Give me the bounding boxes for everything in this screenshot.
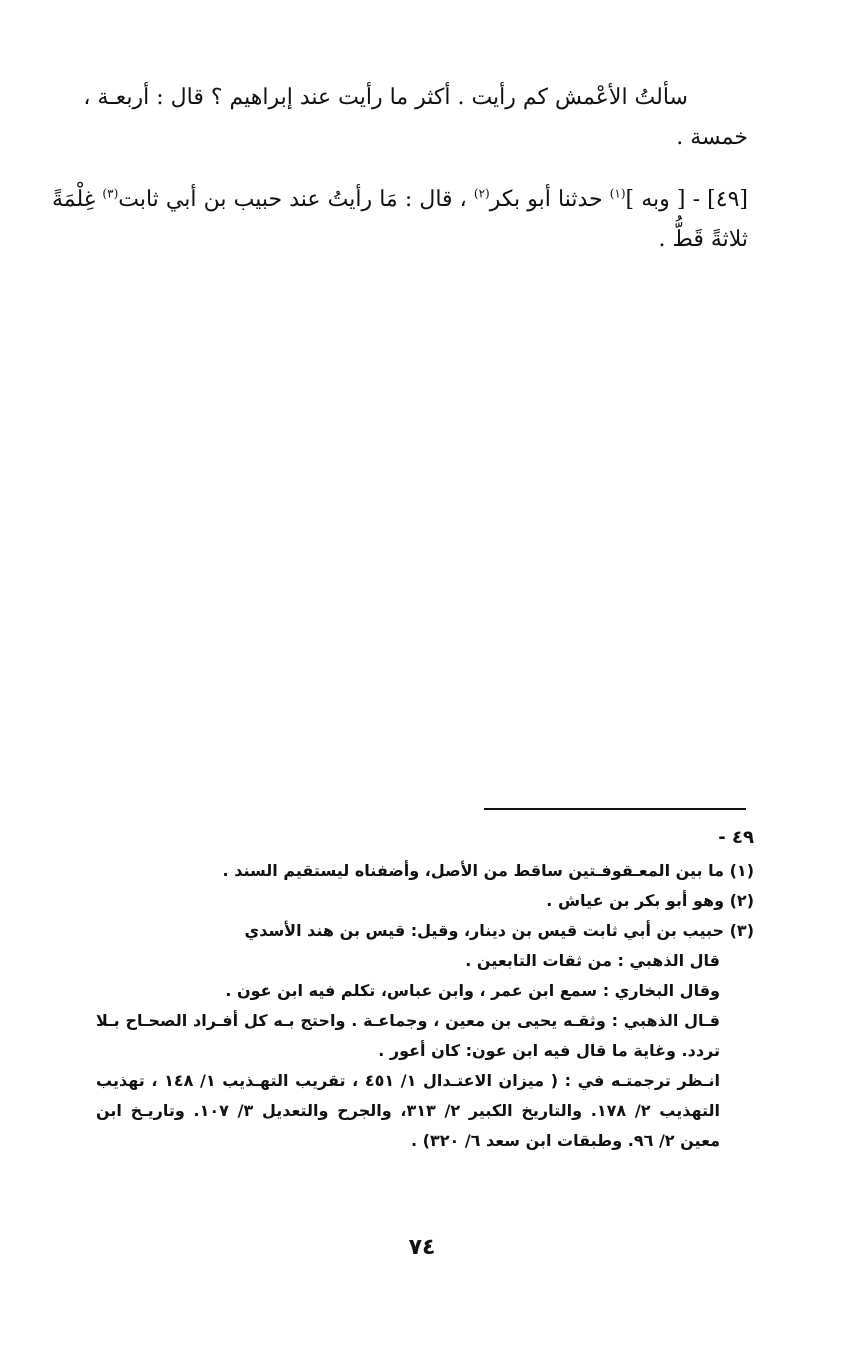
paragraph-1-line-2: خمسة . [676, 125, 748, 150]
footnote-3-line-5: انـظر ترجمتـه في : ( ميزان الاعتـدال ١/ ٤٥١ ، تقريب التهـذيب ١/ ١٤٨ ، تهذيب التهذيب ٢/ ١٧٨. والتاريخ الكبير ٢/ ٣١٣، والجرح والتعديل ٣/ ١٠٧. وتاريـخ ابن معين ٢/ ٩٦. وطبقات ابن سعد ٦/ ٣٢٠) . [96, 1071, 721, 1150]
footnote-ref-3: (٣) [102, 186, 119, 201]
footnote-heading: ٤٩ - [718, 827, 754, 848]
footnote-3-line-4: قـال الذهبي : وثقـه يحيى بن معين ، وجماعـة . واحتج بـه كل أفـراد الصحـاح بـلا تردد. وغاية ما قال فيه ابن عون: كان أعور . [96, 1011, 720, 1060]
paragraph-2-text-a: حدثنا أبو بكر [489, 187, 610, 212]
paragraph-1-line-1: سألتُ الأعْمش كم رأيت . أكثر ما رأيت عند إبراهيم ؟ قال : أربعـة ، [83, 85, 688, 110]
footnote-divider [484, 808, 746, 810]
paragraph-2-text-b: ، قال : مَا رأيتُ عند حبيب بن أبي ثابت [118, 187, 474, 212]
footnote-2: (٢) وهو أبو بكر بن عياش . [546, 891, 754, 910]
footnote-3-line-2: قال الذهبي : من ثقات التابعين . [465, 951, 720, 970]
main-paragraph-1 [52, 78, 748, 158]
footnote-ref-1: (١) [609, 186, 626, 201]
page-number: ٧٤ [408, 1235, 436, 1260]
paragraph-2-text-c: غِلْمَةً ثلاثةً قَطُّ . [52, 187, 748, 252]
footnote-3-line-1: (٣) حبيب بن أبي ثابت قيس بن دينار، وقيل: قيس بن هند الأسدي [244, 921, 754, 940]
footnote-3-line-3: وقال البخاري : سمع ابن عمر ، وابن عباس، تكلم فيه ابن عون . [225, 981, 720, 1000]
main-paragraph-2 [52, 180, 748, 260]
footnote-1: (١) ما بين المعـقوفـتين ساقط من الأصل، وأضفناه ليستقيم السند . [222, 861, 754, 880]
hadith-number: [٤٩] - [ وبه ] [625, 187, 748, 212]
footnote-ref-2: (٢) [473, 186, 490, 201]
footnotes-section [96, 820, 754, 1156]
